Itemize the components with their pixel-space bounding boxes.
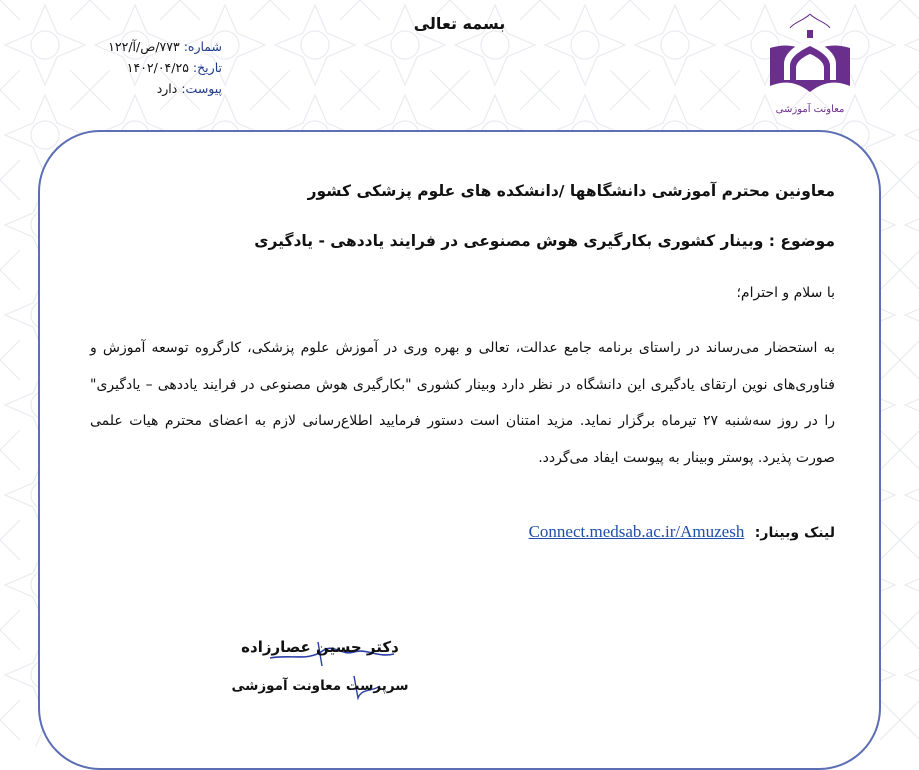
- signatory-title: سرپرست معاونت آموزشی: [231, 678, 409, 694]
- greeting: با سلام و احترام؛: [736, 285, 835, 301]
- university-logo: [760, 8, 860, 126]
- attachment-row: [82, 78, 222, 99]
- attachment-value: دارد: [156, 81, 178, 96]
- book-dome-icon: [760, 8, 860, 126]
- letter-meta: [82, 36, 222, 99]
- subject-line: موضوع : وبینار کشوری بکارگیری هوش مصنوعی در فرایند یاددهی - یادگیری: [254, 232, 835, 250]
- number-value: ۷۷۳/ص/آ/۱۲۲: [108, 39, 180, 54]
- webinar-link[interactable]: Connect.medsab.ac.ir/Amuzesh: [528, 522, 745, 541]
- webinar-link-row: [90, 522, 835, 542]
- logo-caption: معاونت آموزشی: [775, 104, 845, 115]
- date-label: تاریخ:: [192, 60, 222, 75]
- number-label: شماره:: [183, 39, 222, 54]
- signatory-name: دکتر حسین عصارزاده: [241, 638, 399, 656]
- letter-body: به استحضار می‌رساند در راستای برنامه جامع عدالت، تعالی و بهره وری در آموزش علوم پزشکی، کارگروه توسعه آموزش و فناوری‌های نوین ارتقای یادگیری این دانشگاه در نظر دارد وبینار کشوری "بکارگیری هوش مصنوعی در فرایند یاددهی – یادگیری" را در روز سه‌شنبه ۲۷ تیرماه برگزار نماید. مزید امتنان است دستور فرمایید اطلاع‌رسانی لازم به اعضای محترم هیات علمی صورت پذیرد. پوستر وبینار به پیوست ایفاد می‌گردد.: [90, 340, 835, 466]
- attachment-label: پیوست:: [181, 81, 222, 96]
- number-row: [82, 36, 222, 57]
- recipient: معاونین محترم آموزشی دانشگاهها /دانشکده های علوم پزشکی کشور: [307, 182, 835, 200]
- webinar-link-label: لینک وبینار:: [754, 525, 835, 541]
- date-row: [82, 57, 222, 78]
- header-title: بسمه تعالی: [413, 14, 506, 33]
- date-value: ۱۴۰۲/۰۴/۲۵: [126, 60, 189, 75]
